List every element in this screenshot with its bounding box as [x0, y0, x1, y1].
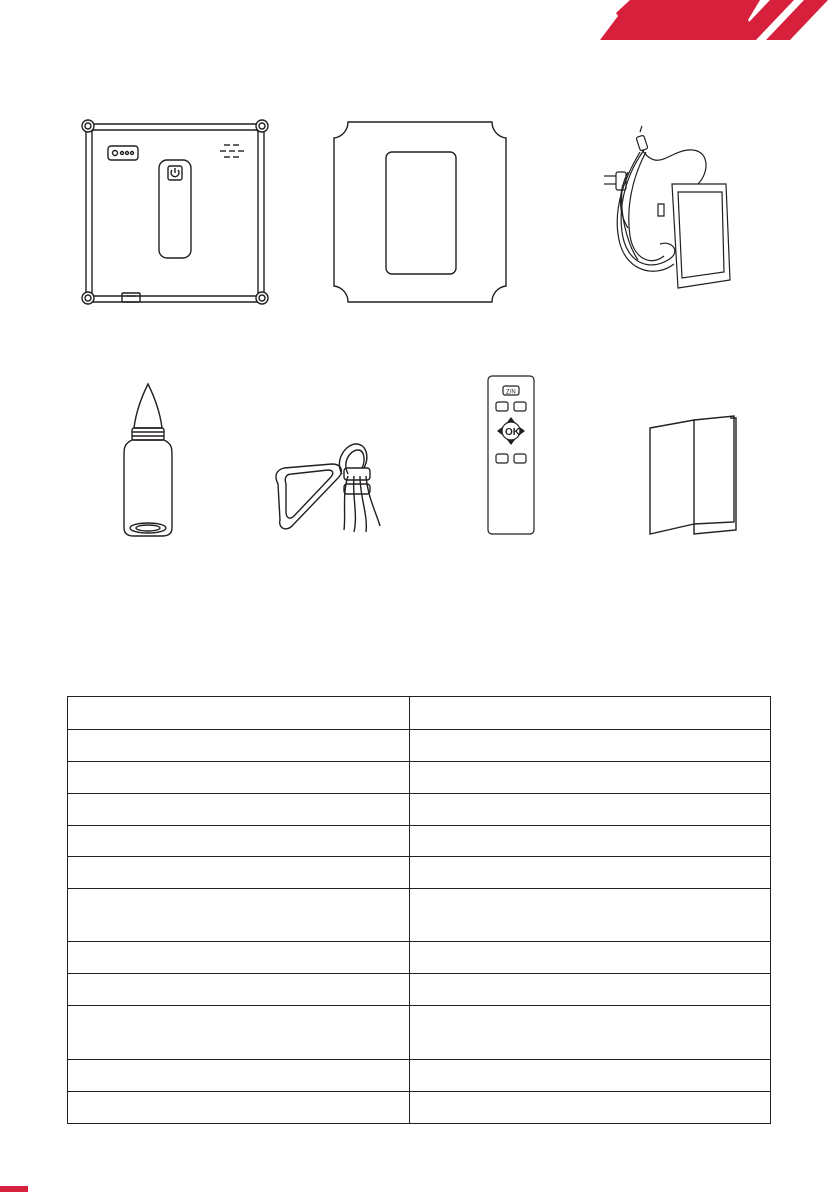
item-cleaning-pad [330, 118, 510, 308]
cleaning-pad-icon [330, 118, 510, 308]
item-power-adapter [598, 132, 738, 292]
table-row [68, 730, 771, 762]
table-cell [68, 697, 410, 730]
table-cell [68, 730, 410, 762]
item-remote-control [486, 374, 536, 536]
remote-ok-label: OK [505, 427, 520, 438]
remote-zigzag-label: Z/N [506, 389, 516, 396]
spec-table [67, 696, 771, 1124]
table-cell [410, 762, 771, 794]
table-cell [68, 1060, 410, 1092]
table-cell [410, 730, 771, 762]
banner-stripe-main [600, 0, 760, 40]
table-cell [410, 1006, 771, 1060]
table-cell [68, 1092, 410, 1124]
table-cell [68, 762, 410, 794]
table-row [68, 826, 771, 857]
table-cell [68, 942, 410, 974]
item-user-manual [646, 414, 742, 540]
table-cell [410, 1092, 771, 1124]
table-row [68, 974, 771, 1006]
table-cell [410, 794, 771, 826]
table-cell [68, 794, 410, 826]
table-cell [410, 974, 771, 1006]
table-cell [410, 889, 771, 942]
table-cell [410, 857, 771, 889]
table-row [68, 1092, 771, 1124]
table-row [68, 762, 771, 794]
window-cleaning-robot-icon [80, 118, 270, 314]
item-robot [80, 118, 270, 314]
table-cell [410, 826, 771, 857]
remote-control-icon [486, 374, 536, 536]
item-safety-rope [272, 440, 388, 536]
spray-bottle-icon [118, 382, 178, 542]
table-cell [68, 826, 410, 857]
table-row [68, 697, 771, 730]
bottom-accent-mark [0, 1186, 28, 1192]
power-adapter-icon [598, 132, 738, 292]
table-row [68, 857, 771, 889]
table-row [68, 1006, 771, 1060]
table-cell [410, 697, 771, 730]
table-row [68, 794, 771, 826]
item-spray-bottle [118, 382, 178, 542]
table-cell [68, 1006, 410, 1060]
corner-banner [480, 0, 840, 40]
table-cell [68, 857, 410, 889]
table-cell [410, 942, 771, 974]
table-cell [68, 889, 410, 942]
user-manual-icon [646, 414, 742, 540]
table-row [68, 942, 771, 974]
table-cell [410, 1060, 771, 1092]
table-cell [68, 974, 410, 1006]
safety-rope-carabiner-icon [272, 440, 388, 536]
table-row [68, 889, 771, 942]
table-row [68, 1060, 771, 1092]
